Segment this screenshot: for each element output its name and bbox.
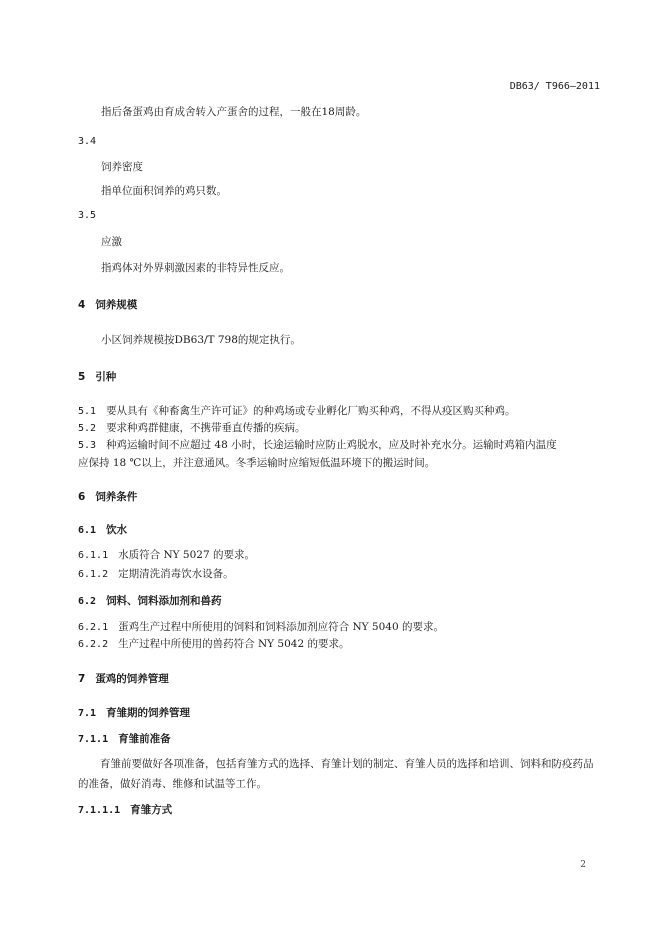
definition-text: 指后备蛋鸡由育成舍转入产蛋舍的过程，一般在18周龄。 (101, 106, 367, 118)
clause-number: 6.2.1 (78, 622, 109, 633)
clause-text: 种鸡运输时间不应超过 48 小时，长途运输时应防止鸡脱水，应及时补充水分。运输时鸡箱内温度 (106, 439, 557, 451)
chapter-number: 6 (78, 491, 86, 503)
clause-text: 要求种鸡群健康，不携带垂直传播的疾病。 (106, 422, 306, 434)
subsubsection-title: 育雏方式 (130, 804, 173, 816)
clause-text: 定期清洗消毒饮水设备。 (118, 568, 234, 580)
term-heading: 应激 (101, 236, 122, 248)
chapter-title: 蛋鸡的饲养管理 (95, 673, 169, 685)
page-number: 2 (580, 860, 586, 870)
chapter-title: 饲养规模 (95, 299, 138, 311)
chapter-number: 5 (78, 371, 86, 383)
section-number: 7.1 (78, 708, 97, 719)
section-title: 饮水 (106, 524, 128, 536)
clause-number: 6.1.1 (78, 550, 109, 561)
clause-5-1 (78, 403, 516, 418)
term-heading: 饲养密度 (101, 161, 143, 173)
standard-code-header: DB63/ T966—2011 (509, 81, 600, 92)
chapter-title: 引种 (95, 371, 117, 383)
subsection-number: 7.1.1 (78, 734, 109, 745)
chapter-heading (78, 297, 137, 312)
section-heading (78, 593, 222, 608)
subsection-heading (78, 731, 171, 746)
clause-number: 6.1.2 (78, 569, 109, 580)
chapter-number: 7 (78, 673, 86, 685)
section-number: 3.4 (78, 136, 97, 147)
section-number: 3.5 (78, 210, 97, 221)
section-number: 6.1 (78, 525, 97, 536)
chapter-heading (78, 671, 169, 686)
clause-text: 水质符合 NY 5027 的要求。 (118, 549, 255, 561)
section-heading (78, 705, 190, 720)
clause-number: 6.2.2 (78, 639, 109, 650)
clause-number: 5.2 (78, 423, 97, 434)
chapter-heading (78, 369, 116, 384)
chapter-heading (78, 489, 137, 504)
clause-6-1-2 (78, 566, 234, 581)
clause-number: 5.3 (78, 440, 97, 451)
clause-6-2-1 (78, 619, 444, 634)
section-title: 育雏期的饲养管理 (106, 707, 191, 719)
subsubsection-number: 7.1.1.1 (78, 805, 121, 816)
section-title: 饲料、饲料添加剂和兽药 (106, 595, 222, 607)
body-text: 小区饲养规模按DB63/T 798的规定执行。 (101, 334, 301, 346)
clause-5-2 (78, 420, 306, 435)
clause-6-1-1 (78, 547, 255, 562)
clause-6-2-2 (78, 636, 349, 651)
clause-text: 要从具有《种畜禽生产许可证》的种鸡场或专业孵化厂购买种鸡，不得从疫区购买种鸡。 (106, 405, 516, 417)
clause-5-3 (78, 437, 557, 452)
definition-text: 指单位面积饲养的鸡只数。 (101, 185, 227, 197)
clause-text: 蛋鸡生产过程中所使用的饲料和饲料添加剂应符合 NY 5040 的要求。 (118, 621, 444, 633)
section-heading (78, 522, 127, 537)
chapter-title: 饲养条件 (95, 491, 138, 503)
subsection-title: 育雏前准备 (118, 733, 171, 745)
section-number: 6.2 (78, 596, 97, 607)
chapter-number: 4 (78, 299, 86, 311)
clause-number: 5.1 (78, 406, 97, 417)
clause-text: 生产过程中所使用的兽药符合 NY 5042 的要求。 (118, 638, 350, 650)
clause-5-3-continued: 应保持 18 ℃以上，并注意通风。冬季运输时应缩短低温环境下的搬运时间。 (78, 457, 436, 469)
subsubsection-heading (78, 802, 172, 817)
preparation-paragraph: 育雏前要做好各项准备，包括育雏方式的选择、育雏计划的制定、育雏人员的选择和培训、饲料和防疫药品的准备，做好消毒、维修和试温等工作。 (78, 758, 594, 790)
definition-text: 指鸡体对外界刺激因素的非特异性反应。 (101, 262, 290, 274)
